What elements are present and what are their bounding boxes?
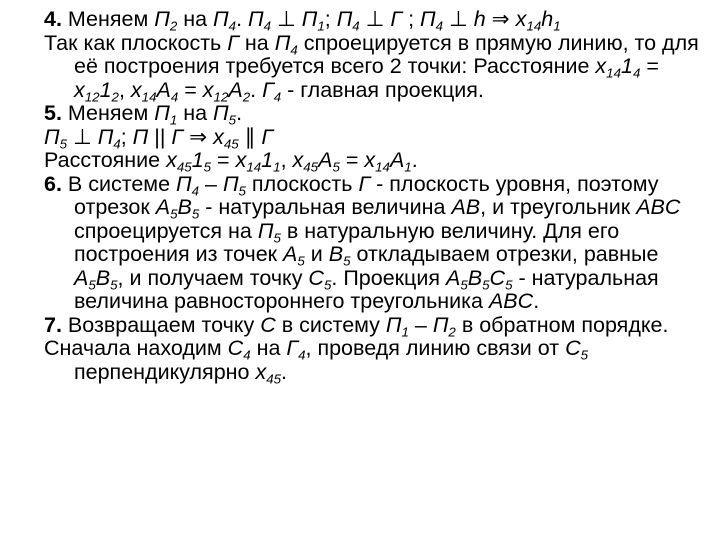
paragraph-projection-note	[44, 32, 712, 103]
subscript: 4	[273, 89, 282, 105]
text-run: и	[304, 242, 329, 266]
text-run: в систему	[275, 312, 386, 337]
text-run: .	[281, 359, 288, 384]
math-symbol: A	[446, 265, 461, 290]
math-symbol: П	[257, 218, 274, 243]
text-run: ;	[324, 7, 337, 31]
subscript: 2	[111, 89, 119, 105]
text-run: - натуральная величина равностороннего треугольника	[74, 265, 659, 313]
math-symbol: h	[541, 7, 554, 31]
math-symbol: A	[389, 148, 405, 172]
text-run: - натуральная величина	[199, 195, 452, 219]
math-symbol: П	[420, 7, 436, 31]
math-symbol: x	[364, 148, 376, 172]
subscript: 5	[273, 230, 281, 246]
subscript: 4	[435, 18, 444, 34]
subscript: 12	[84, 89, 100, 105]
math-symbol: x	[166, 148, 177, 172]
math-symbol: C	[227, 336, 244, 360]
text-run: на	[250, 336, 287, 360]
text-run: Расстояние	[44, 148, 167, 172]
step-number: 4.	[44, 7, 62, 31]
text-run: . Проекция	[331, 265, 446, 290]
text-run: откладываем отрезки, равные	[350, 242, 659, 266]
text-run: ∥	[238, 124, 262, 149]
paragraph-step-7	[44, 314, 712, 338]
math-symbol: B	[95, 265, 111, 290]
step-number: 6.	[44, 171, 62, 196]
math-symbol: x	[515, 7, 527, 31]
subscript: 4	[243, 347, 251, 363]
math-symbol: П	[97, 124, 114, 149]
step-number: 5.	[44, 101, 62, 125]
subscript: 1	[273, 159, 281, 175]
math-symbol: П	[432, 312, 449, 337]
text-run: на	[177, 101, 214, 125]
subscript: 4	[170, 89, 179, 105]
subscript: 5	[297, 253, 305, 269]
subscript: 1	[553, 18, 561, 34]
text-run: - плоскость уровня, поэтому отрезок	[74, 171, 659, 219]
math-symbol: П	[213, 101, 229, 125]
math-symbol: C	[489, 265, 506, 290]
text-run: ,	[118, 77, 131, 102]
math-symbol: x	[292, 148, 304, 172]
math-symbol: 1	[621, 54, 633, 78]
math-symbol: A	[228, 77, 243, 102]
step-number: 7.	[44, 312, 62, 337]
subscript: 5	[110, 277, 118, 293]
text-run: .	[533, 289, 540, 313]
subscript: 5	[238, 183, 246, 199]
subscript: 4	[113, 136, 121, 152]
text-run: .	[236, 101, 243, 125]
subscript: 14	[141, 89, 157, 105]
text-run: в натуральную величину. Для его построения из точек	[74, 218, 620, 266]
math-symbol: ABC	[488, 289, 534, 313]
math-symbol: П	[154, 101, 170, 125]
math-symbol: П	[176, 171, 192, 196]
math-symbol: x	[595, 54, 607, 78]
subscript: 14	[246, 159, 262, 175]
subscript: 5	[88, 277, 96, 293]
math-symbol: x	[213, 124, 224, 149]
text-run: В системе	[61, 171, 177, 196]
subscript: 14	[526, 18, 542, 34]
math-symbol: П	[154, 7, 170, 31]
paragraph-step-5-distances	[44, 149, 712, 173]
subscript: 2	[448, 324, 456, 340]
math-symbol: П	[385, 312, 402, 337]
text-run: ⊥	[443, 7, 474, 31]
text-run: ⊥	[271, 7, 302, 31]
text-run: ,	[280, 148, 293, 172]
math-symbol: 1	[99, 77, 112, 102]
text-run: –	[408, 312, 433, 337]
math-symbol: 1	[261, 148, 274, 172]
text-run: плоскость	[245, 171, 359, 196]
subscript: 5	[191, 206, 200, 222]
text-run: ⇒	[183, 124, 214, 149]
text-run: , и треугольник	[480, 195, 637, 219]
math-symbol: Г	[227, 30, 239, 55]
subscript: 5	[332, 159, 340, 175]
text-run: Меняем	[61, 7, 155, 31]
text-run: в обратном порядке.	[455, 312, 669, 337]
subscript: 4	[191, 183, 200, 199]
text-run: , и получаем точку	[117, 265, 309, 290]
subscript: 5	[170, 206, 178, 222]
math-symbol: h	[473, 7, 486, 31]
subscript: 4	[632, 65, 641, 81]
subscript: 5	[203, 159, 212, 175]
subscript: 5	[228, 112, 237, 128]
text-run: перпендикулярно	[74, 359, 256, 384]
text-run: - главная проекция.	[281, 77, 484, 102]
paragraph-final	[44, 336, 712, 387]
math-symbol: x	[255, 359, 267, 384]
subscript: 4	[298, 347, 306, 363]
math-symbol: C	[308, 265, 324, 290]
text-run: –	[199, 171, 223, 196]
math-symbol: C	[260, 312, 276, 337]
math-symbol: B	[467, 265, 483, 290]
text-run: Так как плоскость	[44, 30, 228, 55]
paragraph-step-5	[44, 102, 712, 126]
math-symbol: A	[155, 195, 171, 219]
paragraph-step-5-conditions	[44, 126, 712, 150]
math-symbol: Г	[286, 336, 299, 360]
math-symbol: 1	[191, 148, 204, 172]
subscript: 1	[404, 159, 412, 175]
math-symbol: П	[274, 30, 291, 55]
subscript: 45	[223, 136, 239, 152]
subscript: 1	[169, 112, 178, 128]
text-run: =	[211, 148, 236, 172]
text-run: Меняем	[61, 101, 155, 125]
subscript: 45	[266, 371, 282, 387]
math-symbol: П	[213, 7, 229, 31]
math-symbol: AB	[451, 195, 481, 219]
subscript: 12	[213, 89, 229, 105]
text-run: ;	[402, 7, 421, 31]
text-run: спроецируется на	[74, 218, 258, 243]
text-run: .	[250, 77, 263, 102]
subscript: 5	[482, 277, 490, 293]
subscript: 45	[303, 159, 319, 175]
text-run: ;	[120, 124, 133, 149]
math-symbol: A	[74, 265, 89, 290]
paragraph-step-6	[44, 173, 712, 314]
subscript: 5	[460, 277, 468, 293]
math-symbol: x	[74, 77, 85, 102]
math-symbol: П	[248, 7, 264, 31]
math-symbol: B	[177, 195, 192, 219]
math-symbol: П	[336, 7, 353, 31]
math-symbol: Г	[358, 171, 371, 196]
math-symbol: Г	[261, 124, 274, 149]
subscript: 5	[59, 136, 68, 152]
paragraph-step-4	[44, 8, 712, 32]
subscript: 14	[606, 65, 621, 81]
text-run: ||	[148, 124, 172, 149]
math-symbol: П	[44, 124, 60, 149]
text-run: ⊥	[359, 7, 391, 31]
math-symbol: A	[283, 242, 298, 266]
math-symbol: Г	[262, 77, 274, 102]
text-run: =	[339, 148, 365, 172]
subscript: 45	[176, 159, 192, 175]
math-symbol: A	[156, 77, 171, 102]
document-body	[44, 7, 712, 387]
subscript: 4	[290, 42, 298, 58]
subscript: 4	[228, 18, 237, 34]
text-run: ⇒	[485, 7, 516, 31]
text-run: =	[178, 77, 203, 102]
math-symbol: x	[202, 77, 214, 102]
math-symbol: П	[132, 124, 149, 149]
text-run: на	[177, 7, 214, 31]
text-run: .	[236, 7, 249, 31]
subscript: 14	[375, 159, 390, 175]
text-run: Сначала находим	[44, 336, 228, 360]
math-symbol: x	[235, 148, 247, 172]
math-symbol: П	[222, 171, 239, 196]
math-symbol: Г	[171, 124, 184, 149]
text-run: , проведя линию связи от	[305, 336, 566, 360]
math-symbol: C	[565, 336, 581, 360]
text-run: .	[411, 148, 418, 172]
text-run: на	[238, 30, 275, 55]
subscript: 4	[352, 18, 360, 34]
text-run: спроецируется в прямую линию, то для её построения требуется всего 2 точки: Расстояние	[74, 30, 699, 78]
subscript: 2	[169, 18, 178, 34]
text-run: Возвращаем точку	[61, 312, 261, 337]
math-symbol: x	[130, 77, 142, 102]
math-symbol: A	[318, 148, 333, 172]
math-symbol: ABC	[636, 195, 681, 219]
subscript: 2	[242, 89, 251, 105]
math-symbol: B	[328, 242, 344, 266]
text-run: ⊥	[67, 124, 98, 149]
subscript: 1	[317, 18, 325, 34]
text-run: =	[640, 54, 659, 78]
subscript: 5	[580, 347, 589, 363]
subscript: 1	[401, 324, 409, 340]
subscript: 5	[323, 277, 332, 293]
subscript: 4	[263, 18, 272, 34]
subscript: 5	[505, 277, 513, 293]
math-symbol: Г	[390, 7, 403, 31]
subscript: 5	[343, 253, 351, 269]
math-symbol: П	[301, 7, 318, 31]
